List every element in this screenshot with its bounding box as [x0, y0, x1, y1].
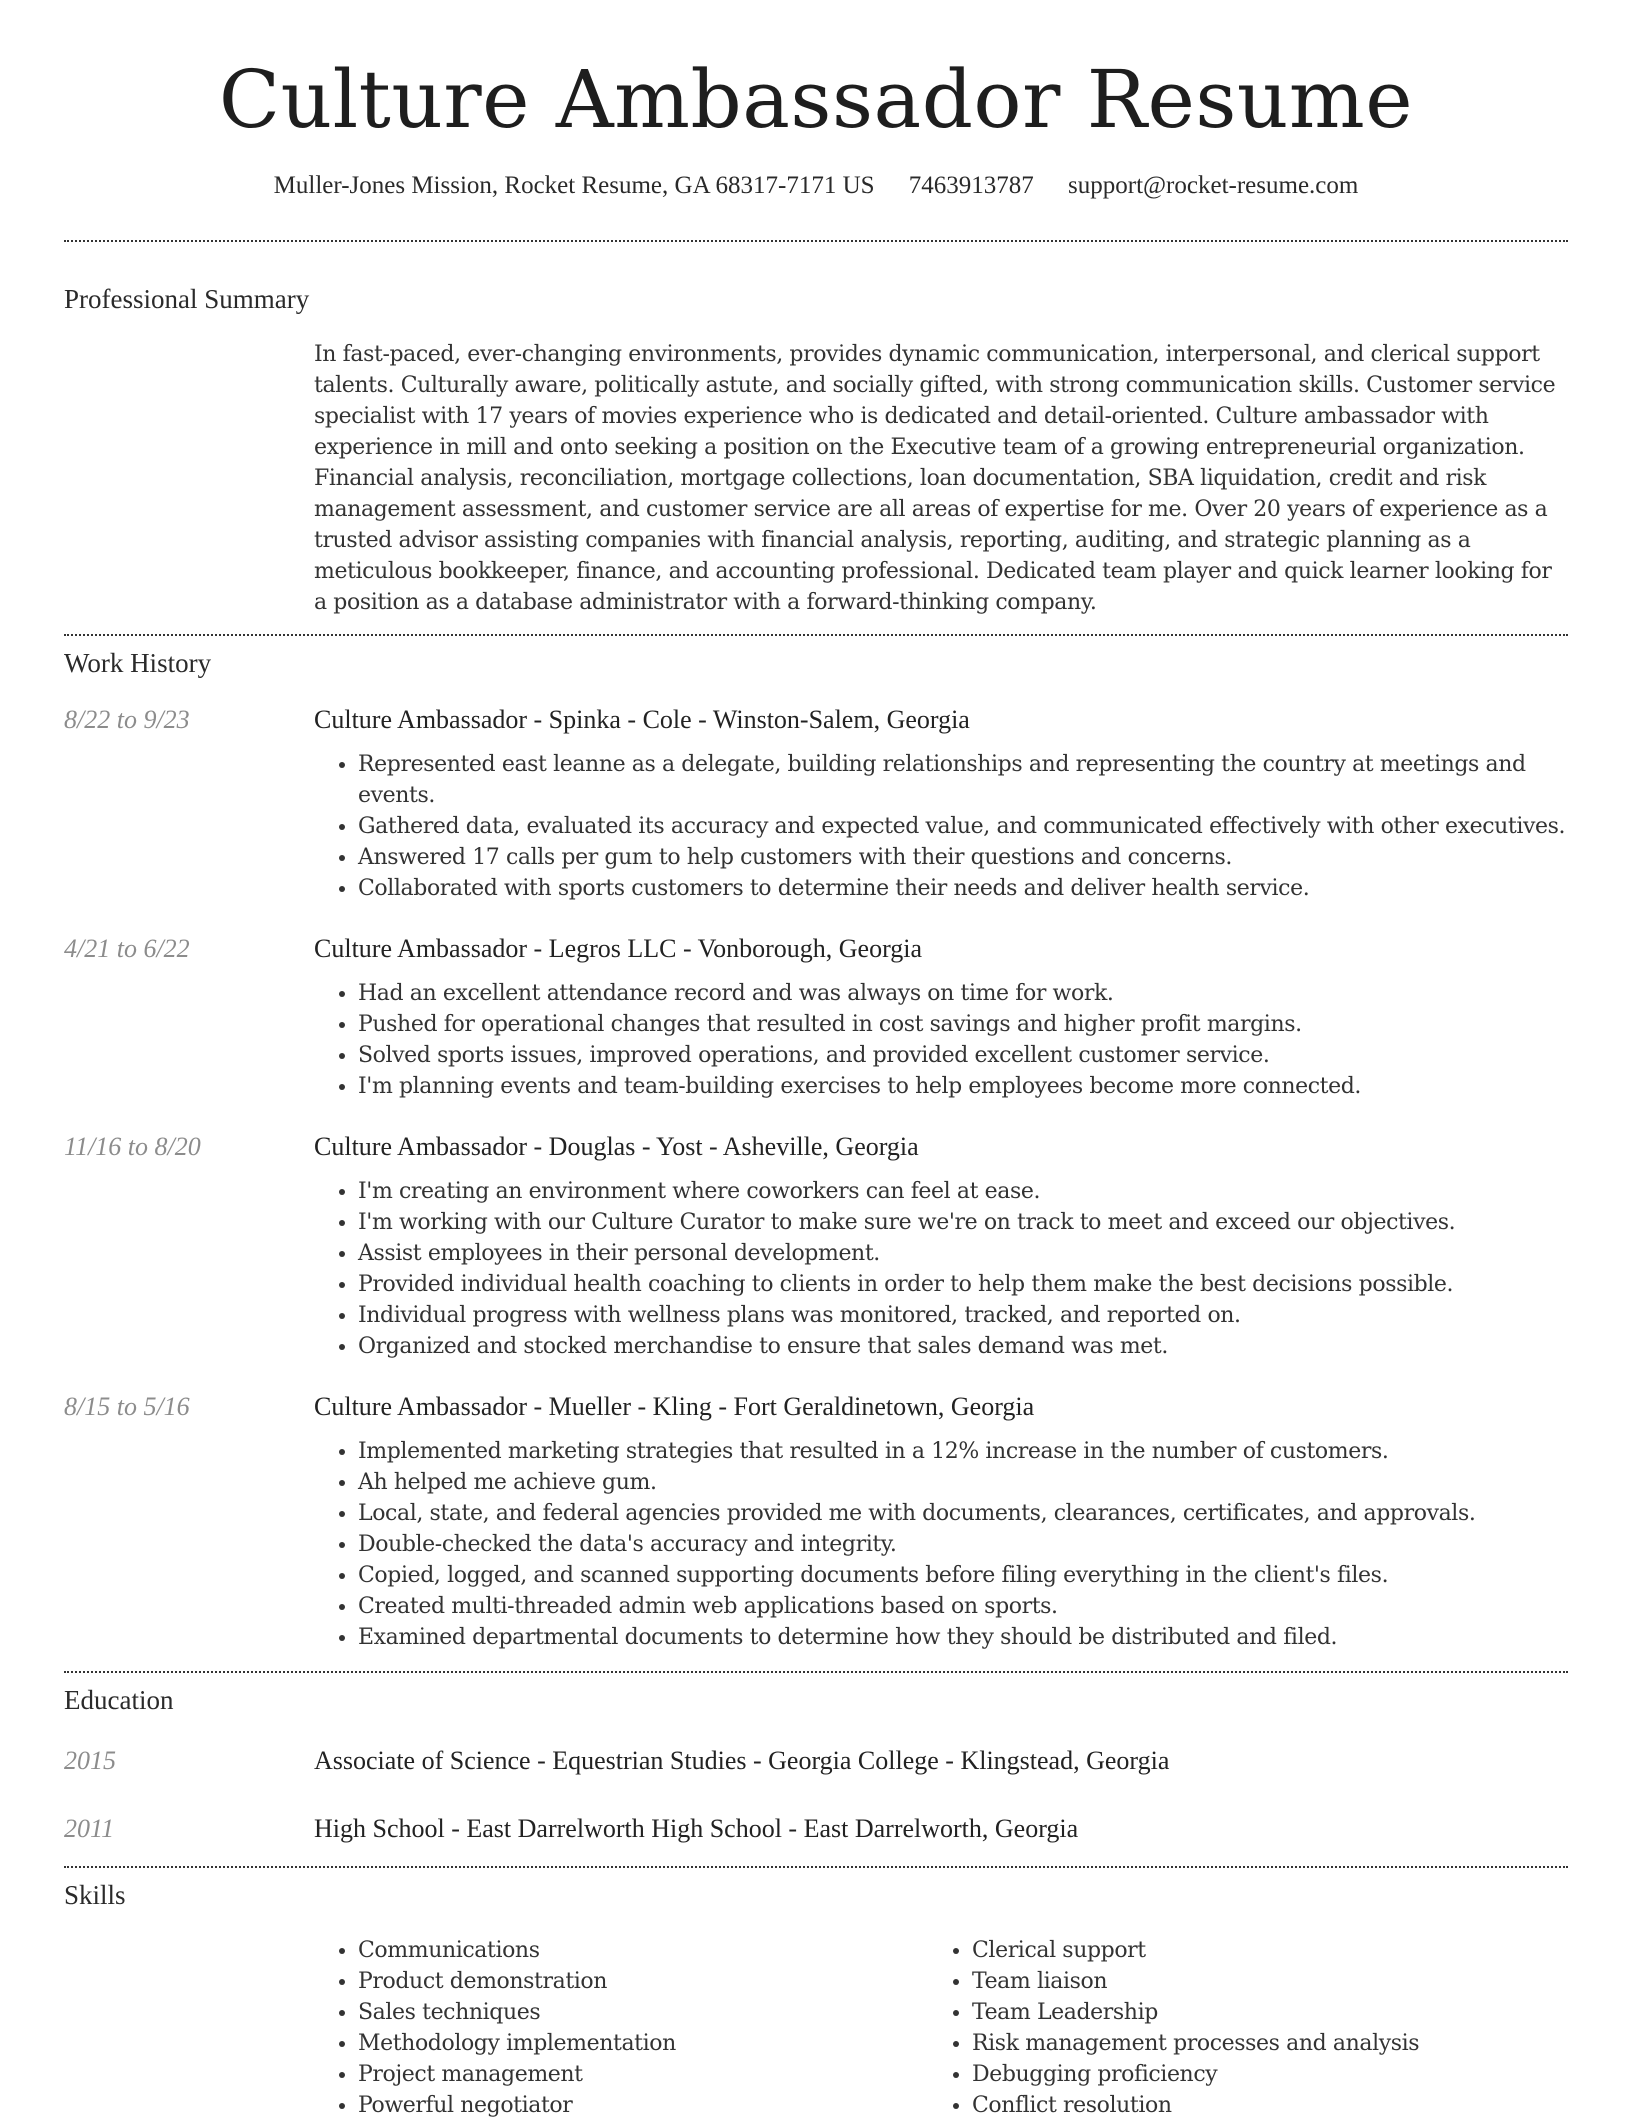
list-item: • Individual progress with wellness plans was monitored, tracked, and reported on.	[358, 1300, 1568, 1331]
job-date: 4/21 to 6/22	[64, 934, 190, 963]
skill-item: • Methodology implementation	[358, 2028, 928, 2059]
job-bullets	[64, 749, 1568, 904]
work-history-heading: Work History	[64, 648, 212, 678]
job-bullets	[64, 1176, 1568, 1362]
divider	[64, 1671, 1568, 1673]
list-item: • Examined departmental documents to determine how they should be distributed and filed.	[358, 1622, 1568, 1653]
list-item: • Double-checked the data's accuracy and integrity.	[358, 1529, 1568, 1560]
skill-item: • Communications	[358, 1935, 928, 1966]
education-date: 2011	[64, 1814, 115, 1843]
list-item: • Provided individual health coaching to clients in order to help them make the best decisions possible.	[358, 1269, 1568, 1300]
job-entry	[64, 1132, 1568, 1362]
education-entry	[64, 1814, 1568, 1844]
summary-heading: Professional Summary	[64, 284, 310, 314]
education-entry	[64, 1746, 1568, 1776]
skills-list	[64, 1935, 1568, 2121]
job-date: 8/22 to 9/23	[64, 705, 190, 734]
list-item: • Represented east leanne as a delegate, building relationships and representing the country at meetings and events.	[358, 749, 1568, 811]
job-entry	[64, 1392, 1568, 1653]
list-item: • Collaborated with sports customers to determine their needs and deliver health service.	[358, 873, 1568, 904]
list-item: • Gathered data, evaluated its accuracy and expected value, and communicated effectively with other executives.	[358, 811, 1568, 842]
list-item: • Assist employees in their personal development.	[358, 1238, 1568, 1269]
skill-item: • Risk management processes and analysis	[972, 2028, 1542, 2059]
contact-phone: 7463913787	[908, 172, 1034, 199]
divider	[64, 1866, 1568, 1868]
list-item: • I'm creating an environment where coworkers can feel at ease.	[358, 1176, 1568, 1207]
job-bullets	[64, 1436, 1568, 1653]
list-item: • Created multi-threaded admin web applications based on sports.	[358, 1591, 1568, 1622]
list-item: • I'm planning events and team-building exercises to help employees become more connected.	[358, 1071, 1568, 1102]
contact-email: support@rocket-resume.com	[1068, 172, 1359, 199]
contact-address: Muller-Jones Mission, Rocket Resume, GA 68317-7171 US	[273, 172, 875, 199]
job-bullets	[64, 978, 1568, 1102]
skill-item: • Project management	[358, 2059, 928, 2090]
job-date: 11/16 to 8/20	[64, 1132, 201, 1161]
education-title: High School - East Darrelworth High School - East Darrelworth, Georgia	[314, 1814, 1079, 1843]
list-item: • Ah helped me achieve gum.	[358, 1467, 1568, 1498]
skill-item: • Clerical support	[972, 1935, 1542, 1966]
job-title: Culture Ambassador - Mueller - Kling - Fort Geraldinetown, Georgia	[314, 1392, 1035, 1421]
divider	[64, 240, 1568, 242]
education-title: Associate of Science - Equestrian Studies - Georgia College - Klingstead, Georgia	[314, 1746, 1170, 1775]
job-title: Culture Ambassador - Legros LLC - Vonborough, Georgia	[314, 934, 923, 963]
skills-column-right	[928, 1935, 1542, 2121]
skill-item: • Powerful negotiator	[358, 2090, 928, 2121]
list-item: • Had an excellent attendance record and was always on time for work.	[358, 978, 1568, 1009]
list-item: • Implemented marketing strategies that resulted in a 12% increase in the number of customers.	[358, 1436, 1568, 1467]
resume-page	[64, 0, 1568, 2121]
skills-column-left	[314, 1935, 928, 2121]
list-item: • Answered 17 calls per gum to help customers with their questions and concerns.	[358, 842, 1568, 873]
contact-line	[64, 172, 1568, 200]
job-date: 8/15 to 5/16	[64, 1392, 190, 1421]
job-title: Culture Ambassador - Spinka - Cole - Winston-Salem, Georgia	[314, 705, 970, 734]
resume-title: Culture Ambassador Resume	[218, 53, 1414, 146]
list-item: • Organized and stocked merchandise to ensure that sales demand was met.	[358, 1331, 1568, 1362]
job-entry	[64, 705, 1568, 904]
divider	[64, 634, 1568, 636]
skill-item: • Team liaison	[972, 1966, 1542, 1997]
list-item: • I'm working with our Culture Curator to make sure we're on track to meet and exceed our objectives.	[358, 1207, 1568, 1238]
education-date: 2015	[64, 1746, 116, 1775]
job-title: Culture Ambassador - Douglas - Yost - Asheville, Georgia	[314, 1132, 919, 1161]
list-item: • Local, state, and federal agencies provided me with documents, clearances, certificates, and approvals.	[358, 1498, 1568, 1529]
skill-item: • Sales techniques	[358, 1997, 928, 2028]
list-item: • Pushed for operational changes that resulted in cost savings and higher profit margins.	[358, 1009, 1568, 1040]
list-item: • Solved sports issues, improved operations, and provided excellent customer service.	[358, 1040, 1568, 1071]
summary-text: In fast-paced, ever-changing environments, provides dynamic communication, interpersonal, and clerical support talents. Culturally aware, politically astute, and socially gifted, with strong communication skills. Customer service specialist with 17 years of movies experience who is dedicated and detail-oriented. Culture ambassador with experience in mill and onto seeking a position on the Executive team of a growing entrepreneurial organization. Financial analysis, reconciliation, mortgage collections, loan documentation, SBA liquidation, credit and risk management assessment, and customer service are all areas of expertise for me. Over 20 years of experience as a trusted advisor assisting companies with financial analysis, reporting, auditing, and strategic planning as a meticulous bookkeeper, finance, and accounting professional. Dedicated team player and quick learner looking for a position as a database administrator with a forward-thinking company.	[314, 342, 1556, 615]
job-entry	[64, 934, 1568, 1102]
skill-item: • Conflict resolution	[972, 2090, 1542, 2121]
list-item: • Copied, logged, and scanned supporting documents before filing everything in the client's files.	[358, 1560, 1568, 1591]
education-heading: Education	[64, 1685, 174, 1715]
skill-item: • Debugging proficiency	[972, 2059, 1542, 2090]
skills-heading: Skills	[64, 1880, 126, 1910]
skill-item: • Product demonstration	[358, 1966, 928, 1997]
skill-item: • Team Leadership	[972, 1997, 1542, 2028]
